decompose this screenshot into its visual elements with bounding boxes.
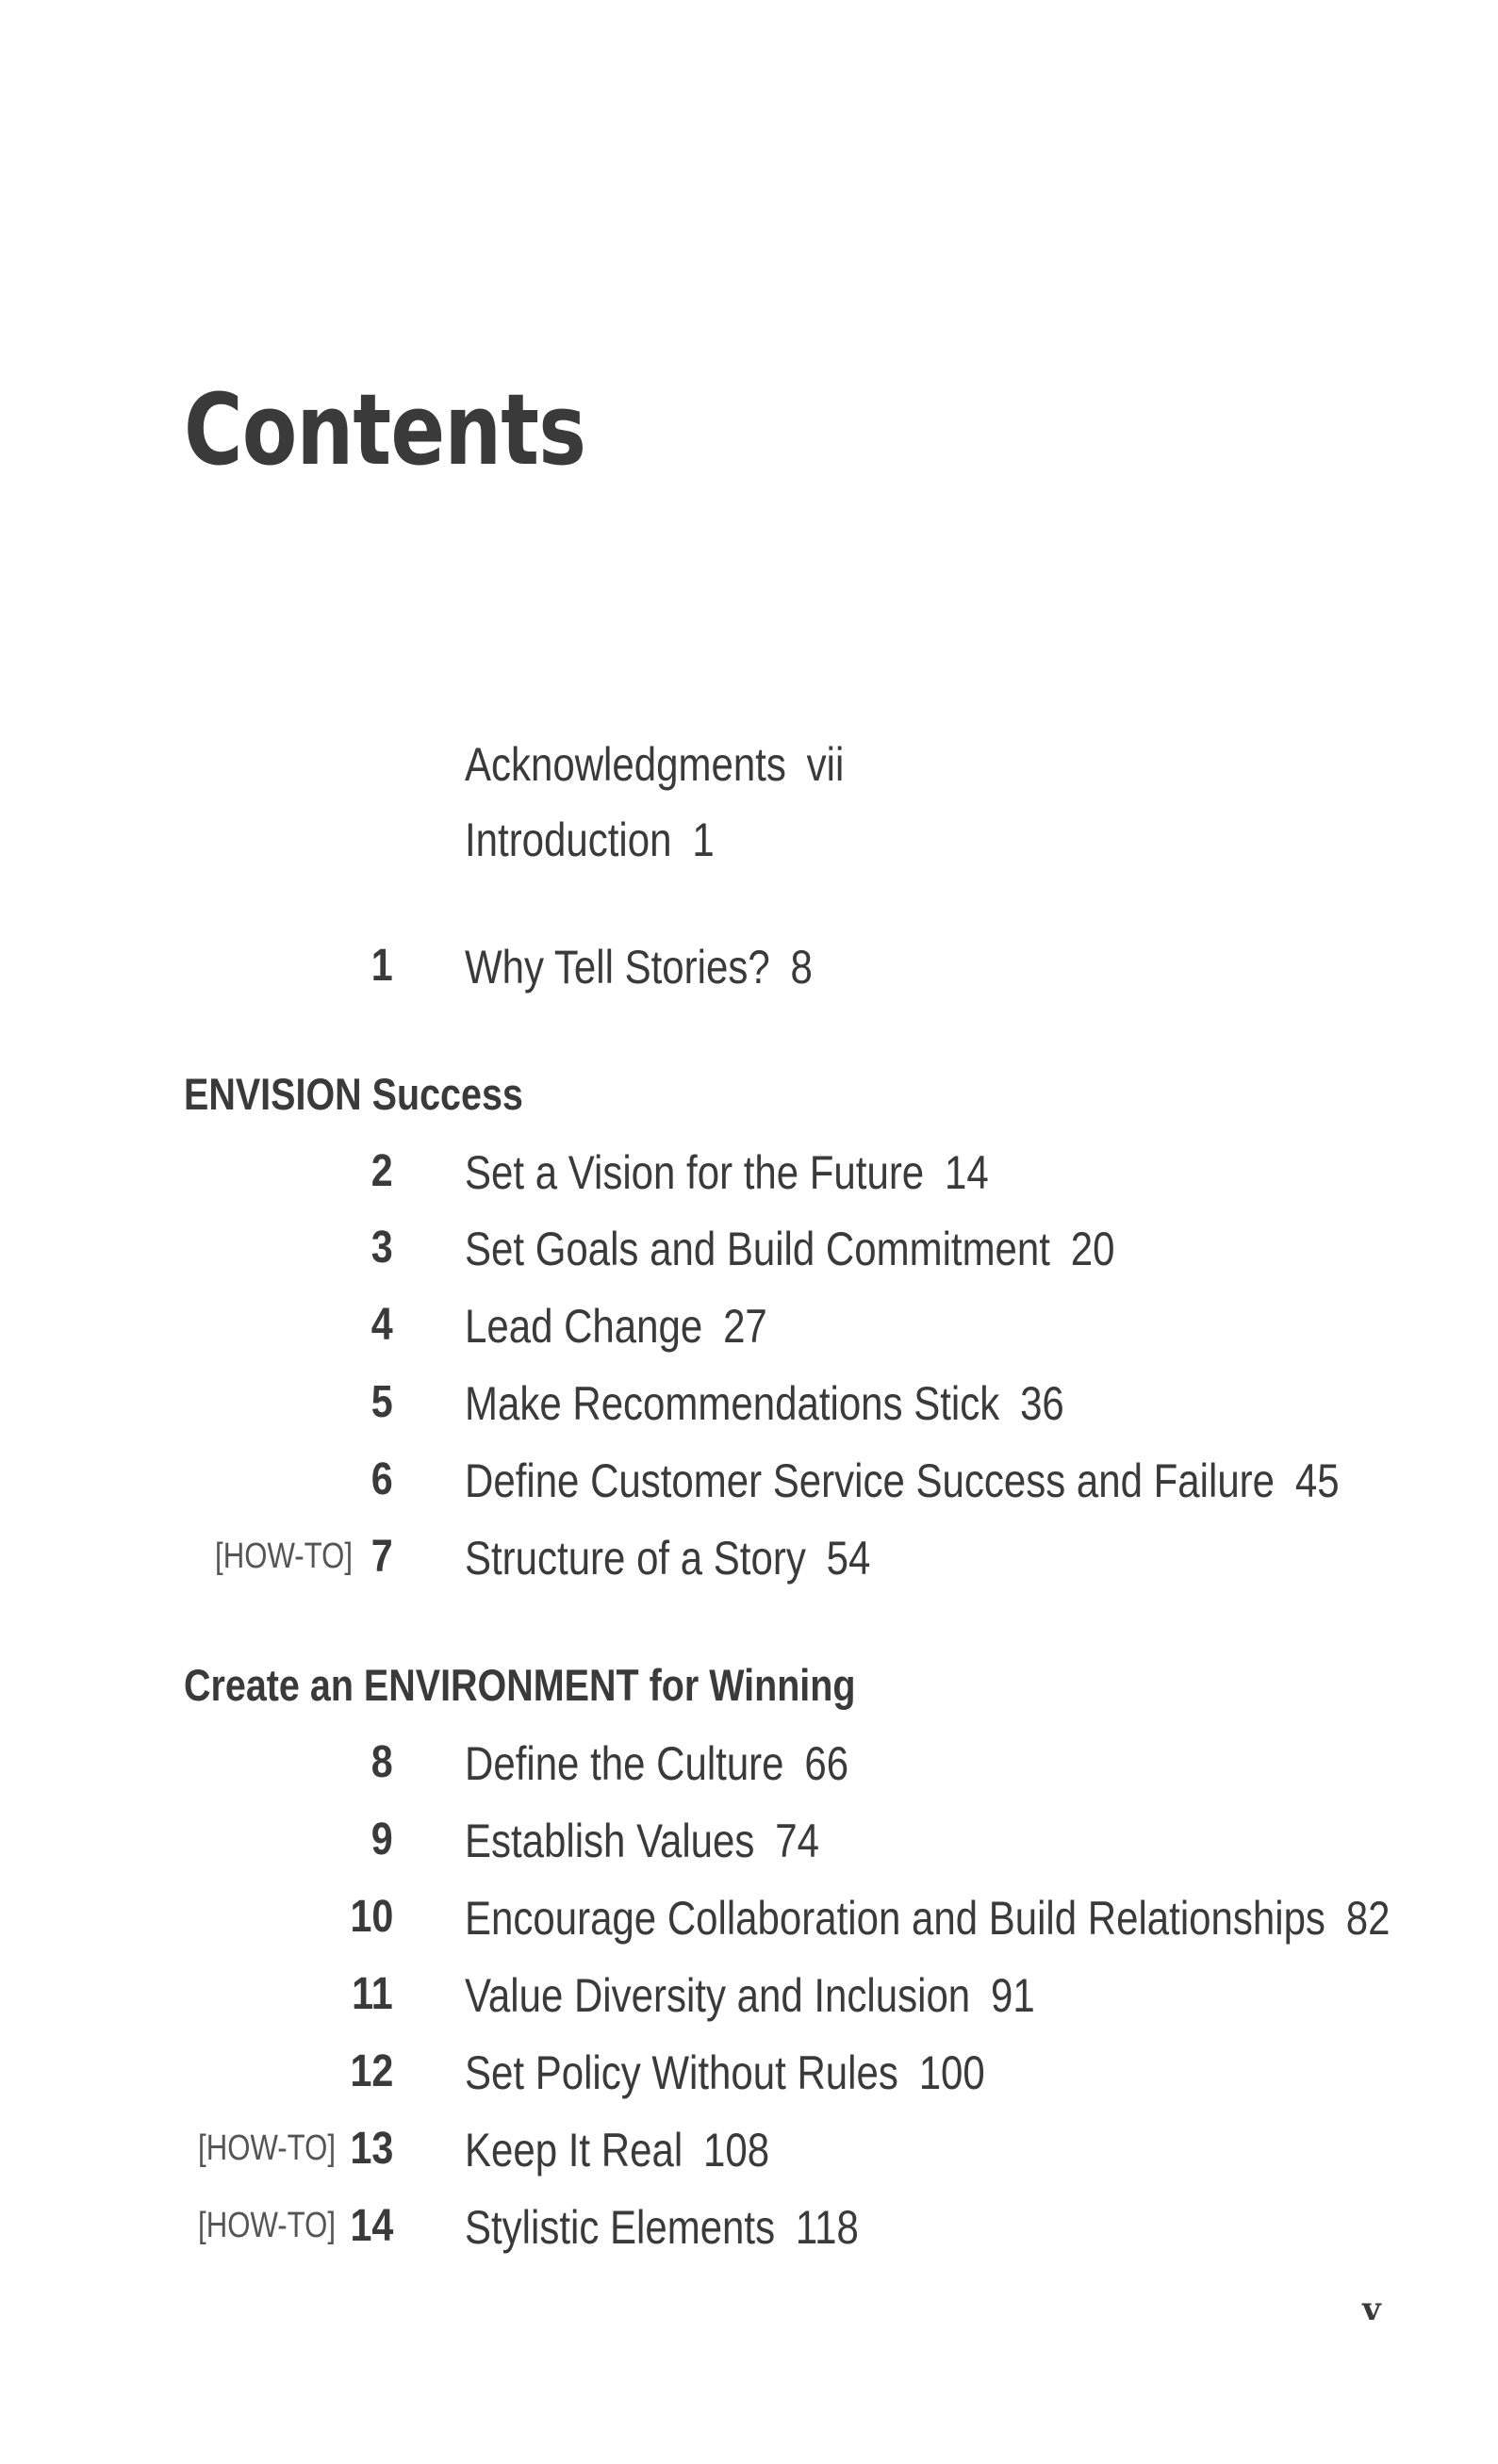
part-heading-environment: Create an ENVIRONMENT for Winning xyxy=(184,1660,856,1710)
chapter-number: 12 xyxy=(350,2046,393,2096)
toc-entry-chapter-1[interactable] xyxy=(0,940,1498,1006)
toc-entry-chapter-12[interactable] xyxy=(0,2045,1498,2111)
entry-title: Keep It Real xyxy=(465,2124,683,2177)
how-to-tag: [HOW-TO] xyxy=(215,1536,353,1576)
toc-entry-acknowledgments[interactable] xyxy=(0,737,1498,803)
entry-title: Establish Values xyxy=(465,1815,755,1867)
chapter-number: 14 xyxy=(350,2201,393,2251)
entry-title: Make Recommendations Stick xyxy=(465,1377,1000,1430)
entry-page: 27 xyxy=(723,1300,767,1353)
entry-title: Acknowledgments xyxy=(465,738,786,791)
entry-title: Why Tell Stories? xyxy=(465,941,770,994)
chapter-number: 8 xyxy=(371,1737,393,1787)
toc-entry-chapter-4[interactable] xyxy=(0,1299,1498,1365)
chapter-number: 9 xyxy=(371,1815,393,1864)
entry-page: 108 xyxy=(702,2124,770,2177)
entry-page: vii xyxy=(806,738,845,791)
entry-page: 118 xyxy=(795,2201,859,2254)
page-title: Contents xyxy=(184,372,586,487)
chapter-number: 7 xyxy=(371,1532,393,1582)
entry-title: Encourage Collaboration and Build Relationships xyxy=(465,1892,1325,1945)
toc-entry-chapter-6[interactable] xyxy=(0,1454,1498,1519)
entry-page: 45 xyxy=(1294,1454,1340,1507)
entry-page: 66 xyxy=(804,1737,849,1790)
entry-title: Lead Change xyxy=(465,1300,703,1353)
how-to-tag: [HOW-TO] xyxy=(198,2206,336,2245)
chapter-number: 11 xyxy=(352,1969,393,2019)
toc-entry-chapter-9[interactable] xyxy=(0,1814,1498,1880)
entry-title: Set a Vision for the Future xyxy=(465,1146,925,1199)
toc-entry-chapter-7[interactable] xyxy=(0,1531,1498,1597)
entry-page: 100 xyxy=(918,2046,985,2099)
chapter-number: 13 xyxy=(350,2124,393,2174)
toc-entry-chapter-8[interactable] xyxy=(0,1736,1498,1802)
chapter-number: 2 xyxy=(371,1146,393,1196)
entry-title: Set Goals and Build Commitment xyxy=(465,1223,1050,1275)
entry-page: 74 xyxy=(775,1815,819,1867)
chapter-number: 3 xyxy=(371,1223,393,1273)
entry-title: Value Diversity and Inclusion xyxy=(465,1969,971,2022)
toc-entry-chapter-11[interactable] xyxy=(0,1968,1498,2034)
toc-entry-chapter-2[interactable] xyxy=(0,1145,1498,1211)
entry-title: Set Policy Without Rules xyxy=(465,2046,898,2099)
how-to-tag: [HOW-TO] xyxy=(198,2128,336,2168)
part-heading-envision: ENVISION Success xyxy=(184,1069,523,1119)
toc-entry-chapter-3[interactable] xyxy=(0,1222,1498,1288)
toc-entry-chapter-5[interactable] xyxy=(0,1376,1498,1442)
toc-entry-chapter-13[interactable] xyxy=(0,2123,1498,2189)
page-number: v xyxy=(1362,2291,1381,2328)
chapter-number: 5 xyxy=(371,1377,393,1427)
entry-page: 8 xyxy=(790,941,813,994)
toc-entry-chapter-14[interactable] xyxy=(0,2200,1498,2266)
chapter-number: 4 xyxy=(371,1300,393,1350)
chapter-number: 6 xyxy=(371,1454,393,1504)
entry-title: Define Customer Service Success and Failure xyxy=(465,1454,1276,1507)
entry-page: 36 xyxy=(1020,1377,1064,1430)
entry-page: 82 xyxy=(1345,1892,1391,1945)
entry-title: Structure of a Story xyxy=(465,1532,806,1585)
toc-entry-introduction[interactable] xyxy=(0,813,1498,879)
entry-page: 1 xyxy=(692,813,715,866)
chapter-number: 1 xyxy=(371,941,393,991)
entry-title: Introduction xyxy=(465,813,672,866)
entry-title: Stylistic Elements xyxy=(465,2201,776,2254)
chapter-number: 10 xyxy=(350,1892,393,1942)
entry-page: 54 xyxy=(826,1532,871,1585)
entry-page: 20 xyxy=(1070,1223,1115,1275)
entry-page: 14 xyxy=(945,1146,989,1199)
toc-entry-chapter-10[interactable] xyxy=(0,1891,1498,1957)
entry-title: Define the Culture xyxy=(465,1737,784,1790)
entry-page: 91 xyxy=(990,1969,1035,2022)
